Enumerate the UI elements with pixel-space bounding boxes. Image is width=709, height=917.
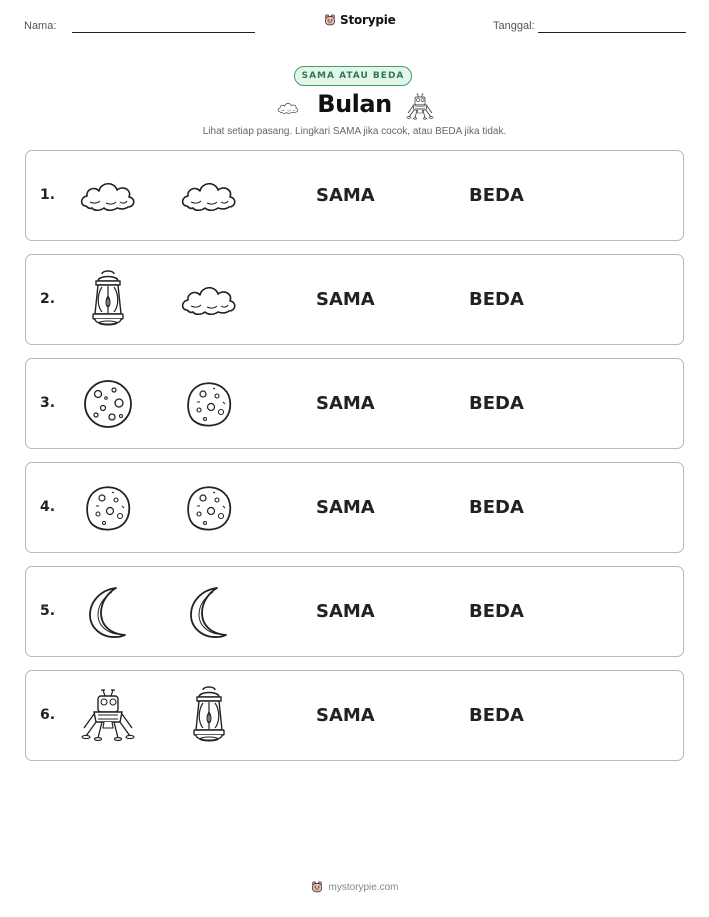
lantern-icon: [177, 684, 241, 748]
row-number: 2.: [40, 291, 56, 307]
crescent-moon-icon: [76, 580, 140, 644]
cloud-icon: [177, 164, 241, 228]
row-number: 6.: [40, 707, 56, 723]
different-option[interactable]: BEDA: [469, 601, 524, 622]
different-option[interactable]: BEDA: [469, 705, 524, 726]
different-option[interactable]: BEDA: [469, 289, 524, 310]
same-option[interactable]: SAMA: [316, 393, 375, 414]
question-row-2: [25, 254, 684, 345]
crescent-moon-icon: [177, 580, 241, 644]
moon-rock-icon: [177, 372, 241, 436]
mascot-icon: [310, 880, 324, 894]
page-title: Bulan: [317, 90, 392, 118]
question-row-6: [25, 670, 684, 761]
row-number: 4.: [40, 499, 56, 515]
different-option[interactable]: BEDA: [469, 497, 524, 518]
lunar-lander-icon: [404, 91, 436, 123]
row-number: 5.: [40, 603, 56, 619]
row-number: 1.: [40, 187, 56, 203]
brand-name: Storypie: [340, 13, 396, 27]
row-number: 3.: [40, 395, 56, 411]
question-row-5: [25, 566, 684, 657]
date-field[interactable]: [538, 32, 686, 33]
brand-logo: [323, 13, 396, 27]
cloud-icon: [76, 164, 140, 228]
same-option[interactable]: SAMA: [316, 497, 375, 518]
name-label: Nama:: [24, 20, 57, 32]
lunar-lander-icon: [76, 684, 140, 748]
footer-link[interactable]: mystorypie.com: [328, 881, 399, 893]
instructions: Lihat setiap pasang. Lingkari SAMA jika cocok, atau BEDA jika tidak.: [202, 126, 507, 137]
cloud-icon: [177, 268, 241, 332]
moon-rock-icon: [76, 476, 140, 540]
date-label: Tanggal:: [493, 20, 535, 32]
question-row-1: [25, 150, 684, 241]
same-option[interactable]: SAMA: [316, 185, 375, 206]
same-option[interactable]: SAMA: [316, 601, 375, 622]
different-option[interactable]: BEDA: [469, 393, 524, 414]
name-field[interactable]: [72, 32, 255, 33]
question-row-4: [25, 462, 684, 553]
moon-full-icon: [76, 372, 140, 436]
worksheet-type-badge: SAMA ATAU BEDA: [294, 66, 412, 86]
question-row-3: [25, 358, 684, 449]
same-option[interactable]: SAMA: [316, 705, 375, 726]
same-option[interactable]: SAMA: [316, 289, 375, 310]
mascot-icon: [323, 13, 337, 27]
different-option[interactable]: BEDA: [469, 185, 524, 206]
lantern-icon: [76, 268, 140, 332]
footer: [0, 880, 709, 894]
moon-rock-icon: [177, 476, 241, 540]
